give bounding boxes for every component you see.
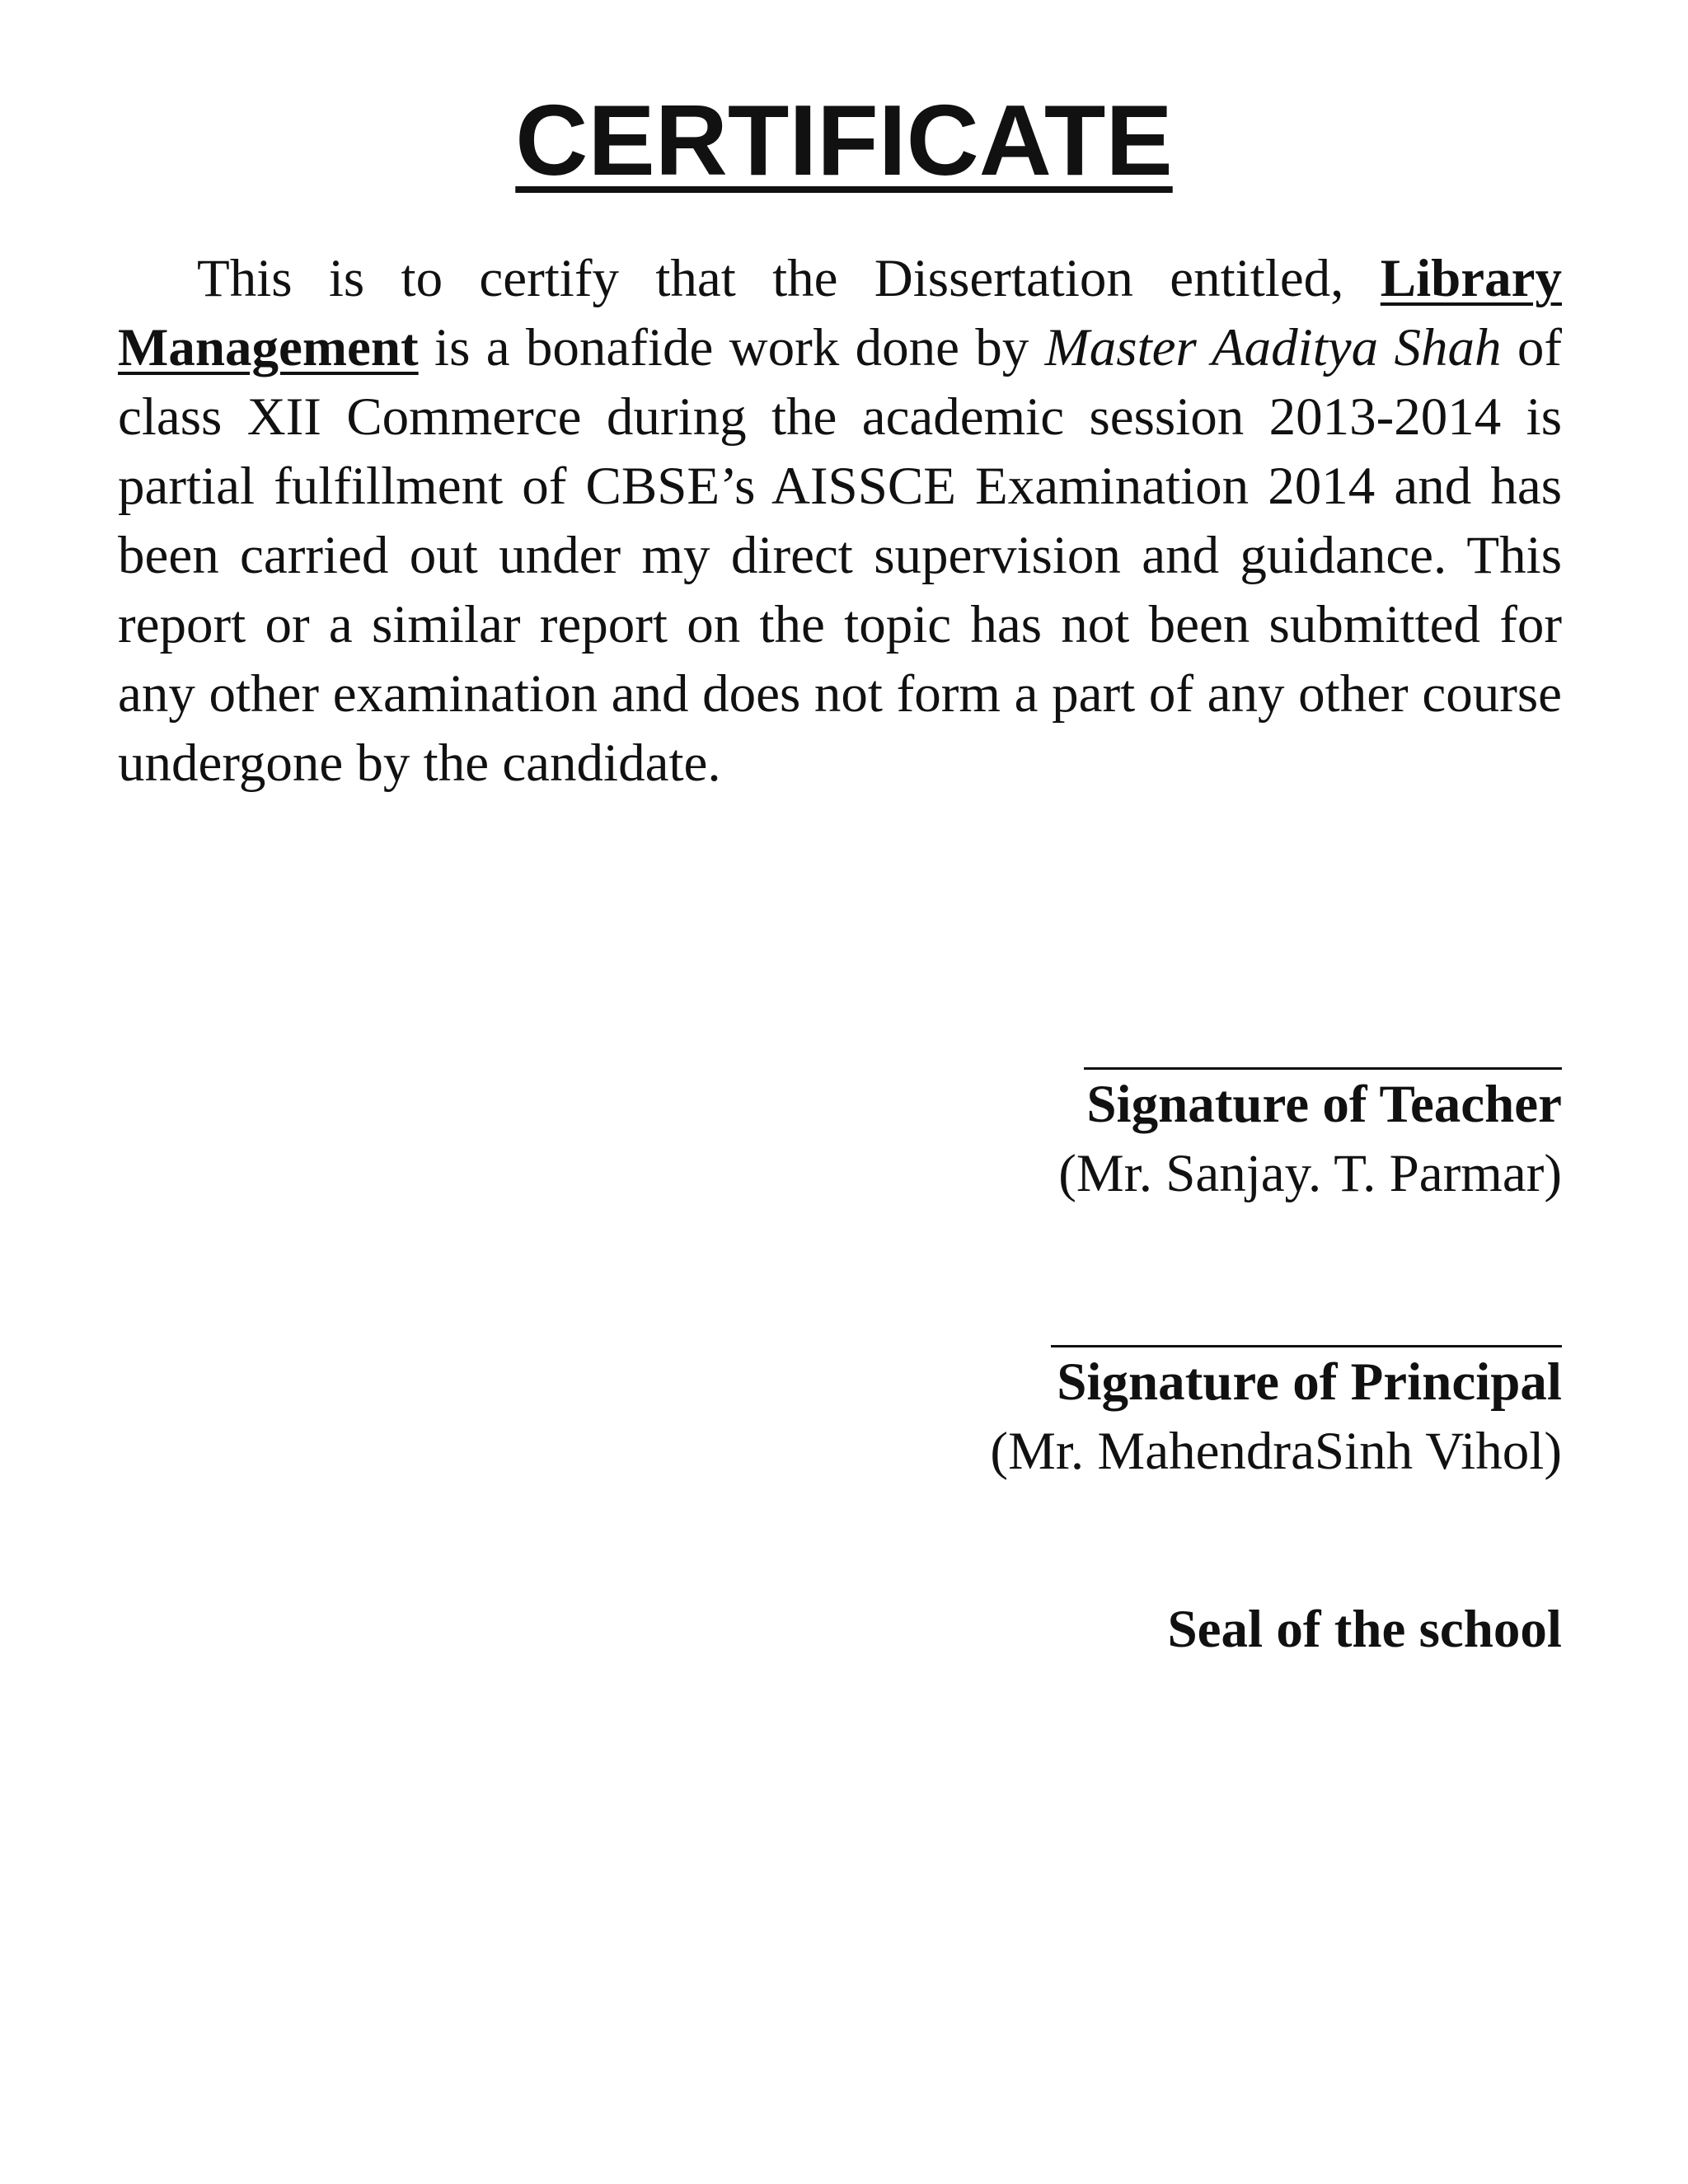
teacher-signature-block [1058,1067,1562,1208]
certificate-title [0,82,1688,198]
principal-signature-label: Signature of Principal [1057,1352,1562,1412]
body-middle: is a bonafide work done by [418,318,1045,377]
body-rest: of class XII Commerce during the academic session 2013-2014 is partial fulfillment of CBSE’s AISSCE Examination 2014 and has been carried out under my direct supervision and guidance. This report or a similar report on the topic has not been submitted for any other examination and does not form a part of any other course undergone by the candidate. [118,318,1562,793]
principal-signature-block [990,1345,1562,1486]
teacher-signature-label: Signature of Teacher [1086,1075,1562,1134]
school-seal-label: Seal of the school [1167,1600,1562,1659]
project-title: Library Management [118,249,1562,377]
principal-name: (Mr. MahendraSinh Vihol) [990,1422,1562,1481]
teacher-name: (Mr. Sanjay. T. Parmar) [1058,1144,1562,1203]
body-intro: This is to certify that the Dissertation entitled, [197,249,1381,308]
certificate-body [118,244,1562,798]
certificate-title-text: CERTIFICATE [515,84,1173,196]
student-name: Master Aaditya Shah [1044,318,1502,377]
